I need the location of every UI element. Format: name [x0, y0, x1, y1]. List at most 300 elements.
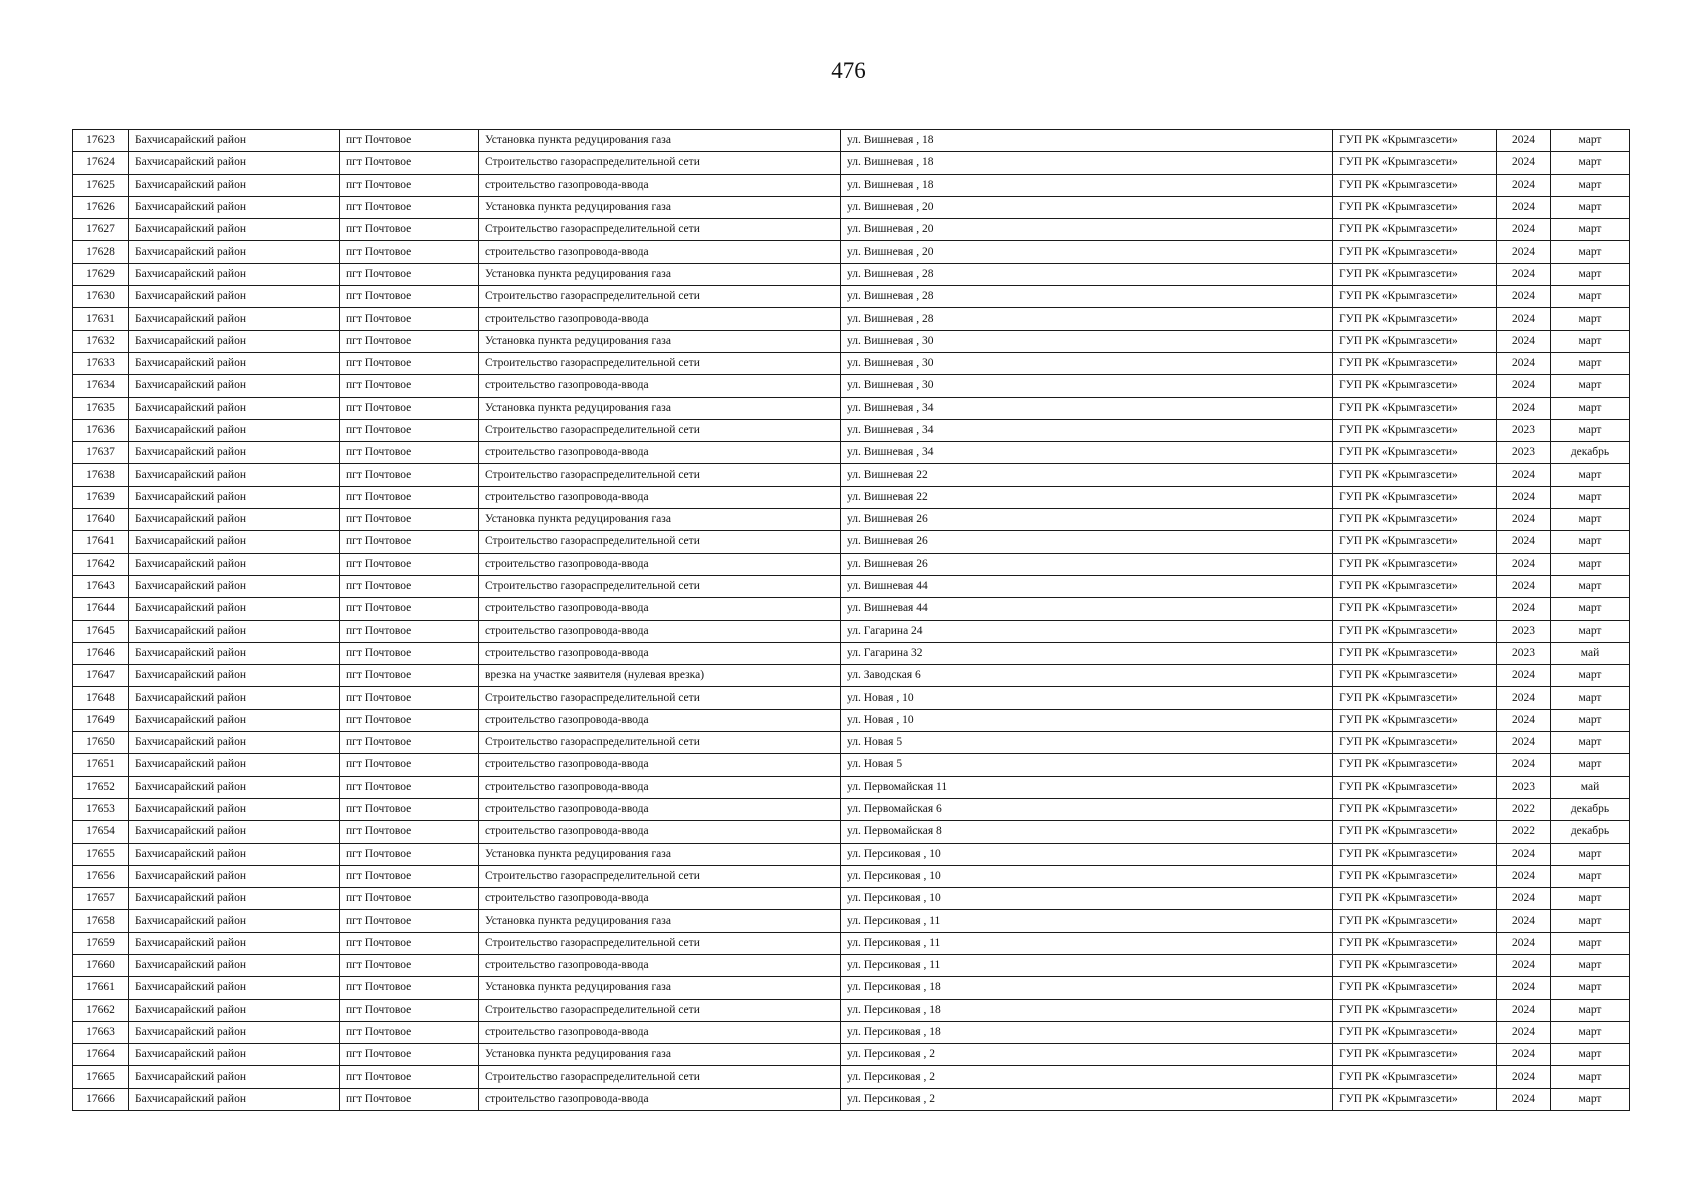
district-cell: Бахчисарайский район	[129, 531, 340, 553]
organization-cell: ГУП РК «Крымгазсети»	[1333, 241, 1497, 263]
district-cell: Бахчисарайский район	[129, 352, 340, 374]
month-cell: декабрь	[1551, 798, 1630, 820]
page-number: 476	[831, 58, 866, 83]
table-row	[73, 553, 1630, 575]
settlement-cell: пгт Почтовое	[340, 442, 479, 464]
month-cell: март	[1551, 620, 1630, 642]
district-cell: Бахчисарайский район	[129, 464, 340, 486]
settlement-cell: пгт Почтовое	[340, 732, 479, 754]
organization-cell: ГУП РК «Крымгазсети»	[1333, 442, 1497, 464]
district-cell: Бахчисарайский район	[129, 687, 340, 709]
table-row	[73, 999, 1630, 1021]
settlement-cell: пгт Почтовое	[340, 241, 479, 263]
row-number-cell: 17649	[73, 709, 129, 731]
row-number-cell: 17650	[73, 732, 129, 754]
district-cell: Бахчисарайский район	[129, 999, 340, 1021]
table-row	[73, 575, 1630, 597]
settlement-cell: пгт Почтовое	[340, 687, 479, 709]
table-row	[73, 1021, 1630, 1043]
district-cell: Бахчисарайский район	[129, 442, 340, 464]
settlement-cell: пгт Почтовое	[340, 464, 479, 486]
address-cell: ул. Персиковая , 10	[841, 843, 1333, 865]
row-number-cell: 17644	[73, 598, 129, 620]
month-cell: март	[1551, 196, 1630, 218]
organization-cell: ГУП РК «Крымгазсети»	[1333, 977, 1497, 999]
district-cell: Бахчисарайский район	[129, 130, 340, 152]
work-type-cell: Установка пункта редуцирования газа	[479, 263, 841, 285]
table-row	[73, 486, 1630, 508]
district-cell: Бахчисарайский район	[129, 308, 340, 330]
year-cell: 2024	[1497, 977, 1551, 999]
month-cell: май	[1551, 642, 1630, 664]
settlement-cell: пгт Почтовое	[340, 1066, 479, 1088]
row-number-cell: 17632	[73, 330, 129, 352]
work-type-cell: Установка пункта редуцирования газа	[479, 910, 841, 932]
district-cell: Бахчисарайский район	[129, 1044, 340, 1066]
work-type-cell: строительство газопровода-ввода	[479, 642, 841, 664]
year-cell: 2024	[1497, 1044, 1551, 1066]
month-cell: март	[1551, 219, 1630, 241]
row-number-cell: 17641	[73, 531, 129, 553]
year-cell: 2022	[1497, 798, 1551, 820]
district-cell: Бахчисарайский район	[129, 821, 340, 843]
month-cell: март	[1551, 1088, 1630, 1110]
organization-cell: ГУП РК «Крымгазсети»	[1333, 509, 1497, 531]
district-cell: Бахчисарайский район	[129, 174, 340, 196]
organization-cell: ГУП РК «Крымгазсети»	[1333, 286, 1497, 308]
organization-cell: ГУП РК «Крымгазсети»	[1333, 263, 1497, 285]
address-cell: ул. Новая 5	[841, 732, 1333, 754]
table-row	[73, 843, 1630, 865]
district-cell: Бахчисарайский район	[129, 598, 340, 620]
year-cell: 2024	[1497, 1088, 1551, 1110]
organization-cell: ГУП РК «Крымгазсети»	[1333, 397, 1497, 419]
row-number-cell: 17646	[73, 642, 129, 664]
address-cell: ул. Гагарина 24	[841, 620, 1333, 642]
table-row	[73, 709, 1630, 731]
year-cell: 2024	[1497, 464, 1551, 486]
work-type-cell: Строительство газораспределительной сети	[479, 152, 841, 174]
district-cell: Бахчисарайский район	[129, 709, 340, 731]
work-type-cell: строительство газопровода-ввода	[479, 553, 841, 575]
work-type-cell: Строительство газораспределительной сети	[479, 419, 841, 441]
address-cell: ул. Вишневая , 30	[841, 375, 1333, 397]
month-cell: март	[1551, 330, 1630, 352]
district-cell: Бахчисарайский район	[129, 575, 340, 597]
year-cell: 2024	[1497, 352, 1551, 374]
year-cell: 2024	[1497, 486, 1551, 508]
organization-cell: ГУП РК «Крымгазсети»	[1333, 464, 1497, 486]
work-type-cell: строительство газопровода-ввода	[479, 620, 841, 642]
work-type-cell: Строительство газораспределительной сети	[479, 286, 841, 308]
district-cell: Бахчисарайский район	[129, 888, 340, 910]
month-cell: март	[1551, 732, 1630, 754]
district-cell: Бахчисарайский район	[129, 486, 340, 508]
year-cell: 2024	[1497, 954, 1551, 976]
month-cell: март	[1551, 843, 1630, 865]
month-cell: март	[1551, 174, 1630, 196]
table-row	[73, 442, 1630, 464]
work-type-cell: Строительство газораспределительной сети	[479, 687, 841, 709]
district-cell: Бахчисарайский район	[129, 1066, 340, 1088]
table-row	[73, 732, 1630, 754]
work-type-cell: Строительство газораспределительной сети	[479, 732, 841, 754]
settlement-cell: пгт Почтовое	[340, 1021, 479, 1043]
year-cell: 2024	[1497, 397, 1551, 419]
table-row	[73, 888, 1630, 910]
year-cell: 2024	[1497, 1021, 1551, 1043]
district-cell: Бахчисарайский район	[129, 932, 340, 954]
work-type-cell: Строительство газораспределительной сети	[479, 575, 841, 597]
row-number-cell: 17631	[73, 308, 129, 330]
year-cell: 2024	[1497, 241, 1551, 263]
year-cell: 2024	[1497, 263, 1551, 285]
address-cell: ул. Персиковая , 10	[841, 865, 1333, 887]
work-type-cell: Строительство газораспределительной сети	[479, 1066, 841, 1088]
table-row	[73, 1066, 1630, 1088]
row-number-cell: 17647	[73, 665, 129, 687]
table-row	[73, 798, 1630, 820]
settlement-cell: пгт Почтовое	[340, 152, 479, 174]
year-cell: 2024	[1497, 732, 1551, 754]
year-cell: 2024	[1497, 531, 1551, 553]
row-number-cell: 17637	[73, 442, 129, 464]
address-cell: ул. Гагарина 32	[841, 642, 1333, 664]
settlement-cell: пгт Почтовое	[340, 263, 479, 285]
settlement-cell: пгт Почтовое	[340, 196, 479, 218]
settlement-cell: пгт Почтовое	[340, 798, 479, 820]
district-cell: Бахчисарайский район	[129, 798, 340, 820]
address-cell: ул. Вишневая 26	[841, 531, 1333, 553]
district-cell: Бахчисарайский район	[129, 286, 340, 308]
month-cell: март	[1551, 375, 1630, 397]
year-cell: 2024	[1497, 286, 1551, 308]
district-cell: Бахчисарайский район	[129, 620, 340, 642]
organization-cell: ГУП РК «Крымгазсети»	[1333, 821, 1497, 843]
month-cell: март	[1551, 308, 1630, 330]
district-cell: Бахчисарайский район	[129, 419, 340, 441]
month-cell: март	[1551, 464, 1630, 486]
organization-cell: ГУП РК «Крымгазсети»	[1333, 642, 1497, 664]
table-row	[73, 932, 1630, 954]
organization-cell: ГУП РК «Крымгазсети»	[1333, 1044, 1497, 1066]
work-type-cell: строительство газопровода-ввода	[479, 442, 841, 464]
district-cell: Бахчисарайский район	[129, 219, 340, 241]
year-cell: 2024	[1497, 130, 1551, 152]
year-cell: 2024	[1497, 308, 1551, 330]
row-number-cell: 17664	[73, 1044, 129, 1066]
table-row	[73, 1088, 1630, 1110]
settlement-cell: пгт Почтовое	[340, 352, 479, 374]
organization-cell: ГУП РК «Крымгазсети»	[1333, 152, 1497, 174]
settlement-cell: пгт Почтовое	[340, 843, 479, 865]
table-row	[73, 219, 1630, 241]
year-cell: 2024	[1497, 687, 1551, 709]
table-row	[73, 308, 1630, 330]
settlement-cell: пгт Почтовое	[340, 419, 479, 441]
row-number-cell: 17643	[73, 575, 129, 597]
row-number-cell: 17658	[73, 910, 129, 932]
row-number-cell: 17653	[73, 798, 129, 820]
table-row	[73, 352, 1630, 374]
work-type-cell: Строительство газораспределительной сети	[479, 531, 841, 553]
row-number-cell: 17661	[73, 977, 129, 999]
address-cell: ул. Новая , 10	[841, 687, 1333, 709]
settlement-cell: пгт Почтовое	[340, 130, 479, 152]
settlement-cell: пгт Почтовое	[340, 642, 479, 664]
settlement-cell: пгт Почтовое	[340, 375, 479, 397]
organization-cell: ГУП РК «Крымгазсети»	[1333, 620, 1497, 642]
table-row	[73, 509, 1630, 531]
row-number-cell: 17624	[73, 152, 129, 174]
work-type-cell: Установка пункта редуцирования газа	[479, 330, 841, 352]
address-cell: ул. Вишневая , 28	[841, 308, 1333, 330]
district-cell: Бахчисарайский район	[129, 843, 340, 865]
address-cell: ул. Персиковая , 10	[841, 888, 1333, 910]
organization-cell: ГУП РК «Крымгазсети»	[1333, 999, 1497, 1021]
row-number-cell: 17656	[73, 865, 129, 887]
settlement-cell: пгт Почтовое	[340, 219, 479, 241]
district-cell: Бахчисарайский район	[129, 754, 340, 776]
row-number-cell: 17640	[73, 509, 129, 531]
row-number-cell: 17645	[73, 620, 129, 642]
table-row	[73, 531, 1630, 553]
address-cell: ул. Вишневая , 20	[841, 241, 1333, 263]
settlement-cell: пгт Почтовое	[340, 575, 479, 597]
year-cell: 2023	[1497, 776, 1551, 798]
organization-cell: ГУП РК «Крымгазсети»	[1333, 219, 1497, 241]
address-cell: ул. Вишневая 22	[841, 486, 1333, 508]
work-type-cell: строительство газопровода-ввода	[479, 1021, 841, 1043]
row-number-cell: 17657	[73, 888, 129, 910]
row-number-cell: 17652	[73, 776, 129, 798]
organization-cell: ГУП РК «Крымгазсети»	[1333, 575, 1497, 597]
district-cell: Бахчисарайский район	[129, 196, 340, 218]
address-cell: ул. Вишневая , 18	[841, 130, 1333, 152]
organization-cell: ГУП РК «Крымгазсети»	[1333, 776, 1497, 798]
work-type-cell: строительство газопровода-ввода	[479, 776, 841, 798]
organization-cell: ГУП РК «Крымгазсети»	[1333, 1066, 1497, 1088]
work-type-cell: строительство газопровода-ввода	[479, 1088, 841, 1110]
row-number-cell: 17665	[73, 1066, 129, 1088]
organization-cell: ГУП РК «Крымгазсети»	[1333, 598, 1497, 620]
row-number-cell: 17635	[73, 397, 129, 419]
table-row	[73, 642, 1630, 664]
organization-cell: ГУП РК «Крымгазсети»	[1333, 174, 1497, 196]
address-cell: ул. Вишневая , 20	[841, 219, 1333, 241]
work-type-cell: Строительство газораспределительной сети	[479, 219, 841, 241]
district-cell: Бахчисарайский район	[129, 263, 340, 285]
month-cell: март	[1551, 999, 1630, 1021]
district-cell: Бахчисарайский район	[129, 330, 340, 352]
table-row	[73, 241, 1630, 263]
district-cell: Бахчисарайский район	[129, 642, 340, 664]
address-cell: ул. Персиковая , 18	[841, 1021, 1333, 1043]
table-row	[73, 419, 1630, 441]
address-cell: ул. Вишневая , 34	[841, 419, 1333, 441]
month-cell: март	[1551, 152, 1630, 174]
month-cell: март	[1551, 531, 1630, 553]
work-type-cell: строительство газопровода-ввода	[479, 375, 841, 397]
month-cell: март	[1551, 130, 1630, 152]
year-cell: 2022	[1497, 821, 1551, 843]
work-type-cell: строительство газопровода-ввода	[479, 486, 841, 508]
month-cell: март	[1551, 865, 1630, 887]
address-cell: ул. Первомайская 11	[841, 776, 1333, 798]
work-type-cell: Строительство газораспределительной сети	[479, 999, 841, 1021]
address-cell: ул. Вишневая 44	[841, 598, 1333, 620]
year-cell: 2024	[1497, 709, 1551, 731]
work-type-cell: строительство газопровода-ввода	[479, 598, 841, 620]
row-number-cell: 17639	[73, 486, 129, 508]
work-type-cell: строительство газопровода-ввода	[479, 821, 841, 843]
address-cell: ул. Персиковая , 18	[841, 977, 1333, 999]
address-cell: ул. Персиковая , 11	[841, 910, 1333, 932]
year-cell: 2024	[1497, 843, 1551, 865]
table-row	[73, 754, 1630, 776]
organization-cell: ГУП РК «Крымгазсети»	[1333, 308, 1497, 330]
work-type-cell: Установка пункта редуцирования газа	[479, 196, 841, 218]
organization-cell: ГУП РК «Крымгазсети»	[1333, 732, 1497, 754]
address-cell: ул. Вишневая 44	[841, 575, 1333, 597]
organization-cell: ГУП РК «Крымгазсети»	[1333, 130, 1497, 152]
table-row	[73, 910, 1630, 932]
table-row	[73, 665, 1630, 687]
year-cell: 2024	[1497, 932, 1551, 954]
district-cell: Бахчисарайский район	[129, 954, 340, 976]
organization-cell: ГУП РК «Крымгазсети»	[1333, 687, 1497, 709]
work-type-cell: Установка пункта редуцирования газа	[479, 509, 841, 531]
settlement-cell: пгт Почтовое	[340, 531, 479, 553]
district-cell: Бахчисарайский район	[129, 152, 340, 174]
address-cell: ул. Вишневая , 18	[841, 152, 1333, 174]
year-cell: 2024	[1497, 174, 1551, 196]
month-cell: март	[1551, 709, 1630, 731]
row-number-cell: 17654	[73, 821, 129, 843]
settlement-cell: пгт Почтовое	[340, 754, 479, 776]
month-cell: март	[1551, 687, 1630, 709]
year-cell: 2024	[1497, 999, 1551, 1021]
year-cell: 2024	[1497, 375, 1551, 397]
settlement-cell: пгт Почтовое	[340, 486, 479, 508]
month-cell: март	[1551, 419, 1630, 441]
year-cell: 2023	[1497, 620, 1551, 642]
settlement-cell: пгт Почтовое	[340, 865, 479, 887]
address-cell: ул. Вишневая 26	[841, 509, 1333, 531]
month-cell: май	[1551, 776, 1630, 798]
table-row	[73, 977, 1630, 999]
month-cell: март	[1551, 1044, 1630, 1066]
month-cell: март	[1551, 598, 1630, 620]
year-cell: 2024	[1497, 888, 1551, 910]
work-type-cell: строительство газопровода-ввода	[479, 754, 841, 776]
address-cell: ул. Новая , 10	[841, 709, 1333, 731]
work-type-cell: Установка пункта редуцирования газа	[479, 977, 841, 999]
table-row	[73, 330, 1630, 352]
organization-cell: ГУП РК «Крымгазсети»	[1333, 665, 1497, 687]
table-row	[73, 620, 1630, 642]
year-cell: 2024	[1497, 1066, 1551, 1088]
work-type-cell: Установка пункта редуцирования газа	[479, 130, 841, 152]
organization-cell: ГУП РК «Крымгазсети»	[1333, 754, 1497, 776]
settlement-cell: пгт Почтовое	[340, 330, 479, 352]
year-cell: 2024	[1497, 865, 1551, 887]
district-cell: Бахчисарайский район	[129, 1021, 340, 1043]
row-number-cell: 17662	[73, 999, 129, 1021]
work-type-cell: Строительство газораспределительной сети	[479, 932, 841, 954]
month-cell: март	[1551, 553, 1630, 575]
row-number-cell: 17625	[73, 174, 129, 196]
address-cell: ул. Персиковая , 2	[841, 1066, 1333, 1088]
organization-cell: ГУП РК «Крымгазсети»	[1333, 1088, 1497, 1110]
organization-cell: ГУП РК «Крымгазсети»	[1333, 888, 1497, 910]
settlement-cell: пгт Почтовое	[340, 821, 479, 843]
year-cell: 2024	[1497, 330, 1551, 352]
organization-cell: ГУП РК «Крымгазсети»	[1333, 419, 1497, 441]
settlement-cell: пгт Почтовое	[340, 999, 479, 1021]
address-cell: ул. Вишневая , 34	[841, 397, 1333, 419]
address-cell: ул. Вишневая , 30	[841, 330, 1333, 352]
table-row	[73, 375, 1630, 397]
row-number-cell: 17642	[73, 553, 129, 575]
month-cell: март	[1551, 486, 1630, 508]
work-type-cell: строительство газопровода-ввода	[479, 954, 841, 976]
month-cell: март	[1551, 910, 1630, 932]
organization-cell: ГУП РК «Крымгазсети»	[1333, 553, 1497, 575]
organization-cell: ГУП РК «Крымгазсети»	[1333, 375, 1497, 397]
settlement-cell: пгт Почтовое	[340, 397, 479, 419]
organization-cell: ГУП РК «Крымгазсети»	[1333, 352, 1497, 374]
district-cell: Бахчисарайский район	[129, 776, 340, 798]
settlement-cell: пгт Почтовое	[340, 776, 479, 798]
settlement-cell: пгт Почтовое	[340, 932, 479, 954]
address-cell: ул. Персиковая , 2	[841, 1044, 1333, 1066]
address-cell: ул. Вишневая , 28	[841, 263, 1333, 285]
row-number-cell: 17655	[73, 843, 129, 865]
organization-cell: ГУП РК «Крымгазсети»	[1333, 709, 1497, 731]
row-number-cell: 17660	[73, 954, 129, 976]
row-number-cell: 17666	[73, 1088, 129, 1110]
address-cell: ул. Первомайская 8	[841, 821, 1333, 843]
address-cell: ул. Вишневая 26	[841, 553, 1333, 575]
row-number-cell: 17648	[73, 687, 129, 709]
settlement-cell: пгт Почтовое	[340, 308, 479, 330]
year-cell: 2023	[1497, 642, 1551, 664]
row-number-cell: 17626	[73, 196, 129, 218]
work-type-cell: врезка на участке заявителя (нулевая врезка)	[479, 665, 841, 687]
address-cell: ул. Вишневая , 18	[841, 174, 1333, 196]
month-cell: март	[1551, 1021, 1630, 1043]
table-row	[73, 263, 1630, 285]
address-cell: ул. Персиковая , 11	[841, 932, 1333, 954]
organization-cell: ГУП РК «Крымгазсети»	[1333, 798, 1497, 820]
table-row	[73, 464, 1630, 486]
settlement-cell: пгт Почтовое	[340, 977, 479, 999]
month-cell: март	[1551, 509, 1630, 531]
settlement-cell: пгт Почтовое	[340, 509, 479, 531]
row-number-cell: 17630	[73, 286, 129, 308]
district-cell: Бахчисарайский район	[129, 910, 340, 932]
year-cell: 2023	[1497, 419, 1551, 441]
month-cell: декабрь	[1551, 821, 1630, 843]
table-row	[73, 286, 1630, 308]
organization-cell: ГУП РК «Крымгазсети»	[1333, 330, 1497, 352]
month-cell: март	[1551, 665, 1630, 687]
year-cell: 2023	[1497, 442, 1551, 464]
settlement-cell: пгт Почтовое	[340, 910, 479, 932]
address-cell: ул. Вишневая , 34	[841, 442, 1333, 464]
address-cell: ул. Персиковая , 11	[841, 954, 1333, 976]
